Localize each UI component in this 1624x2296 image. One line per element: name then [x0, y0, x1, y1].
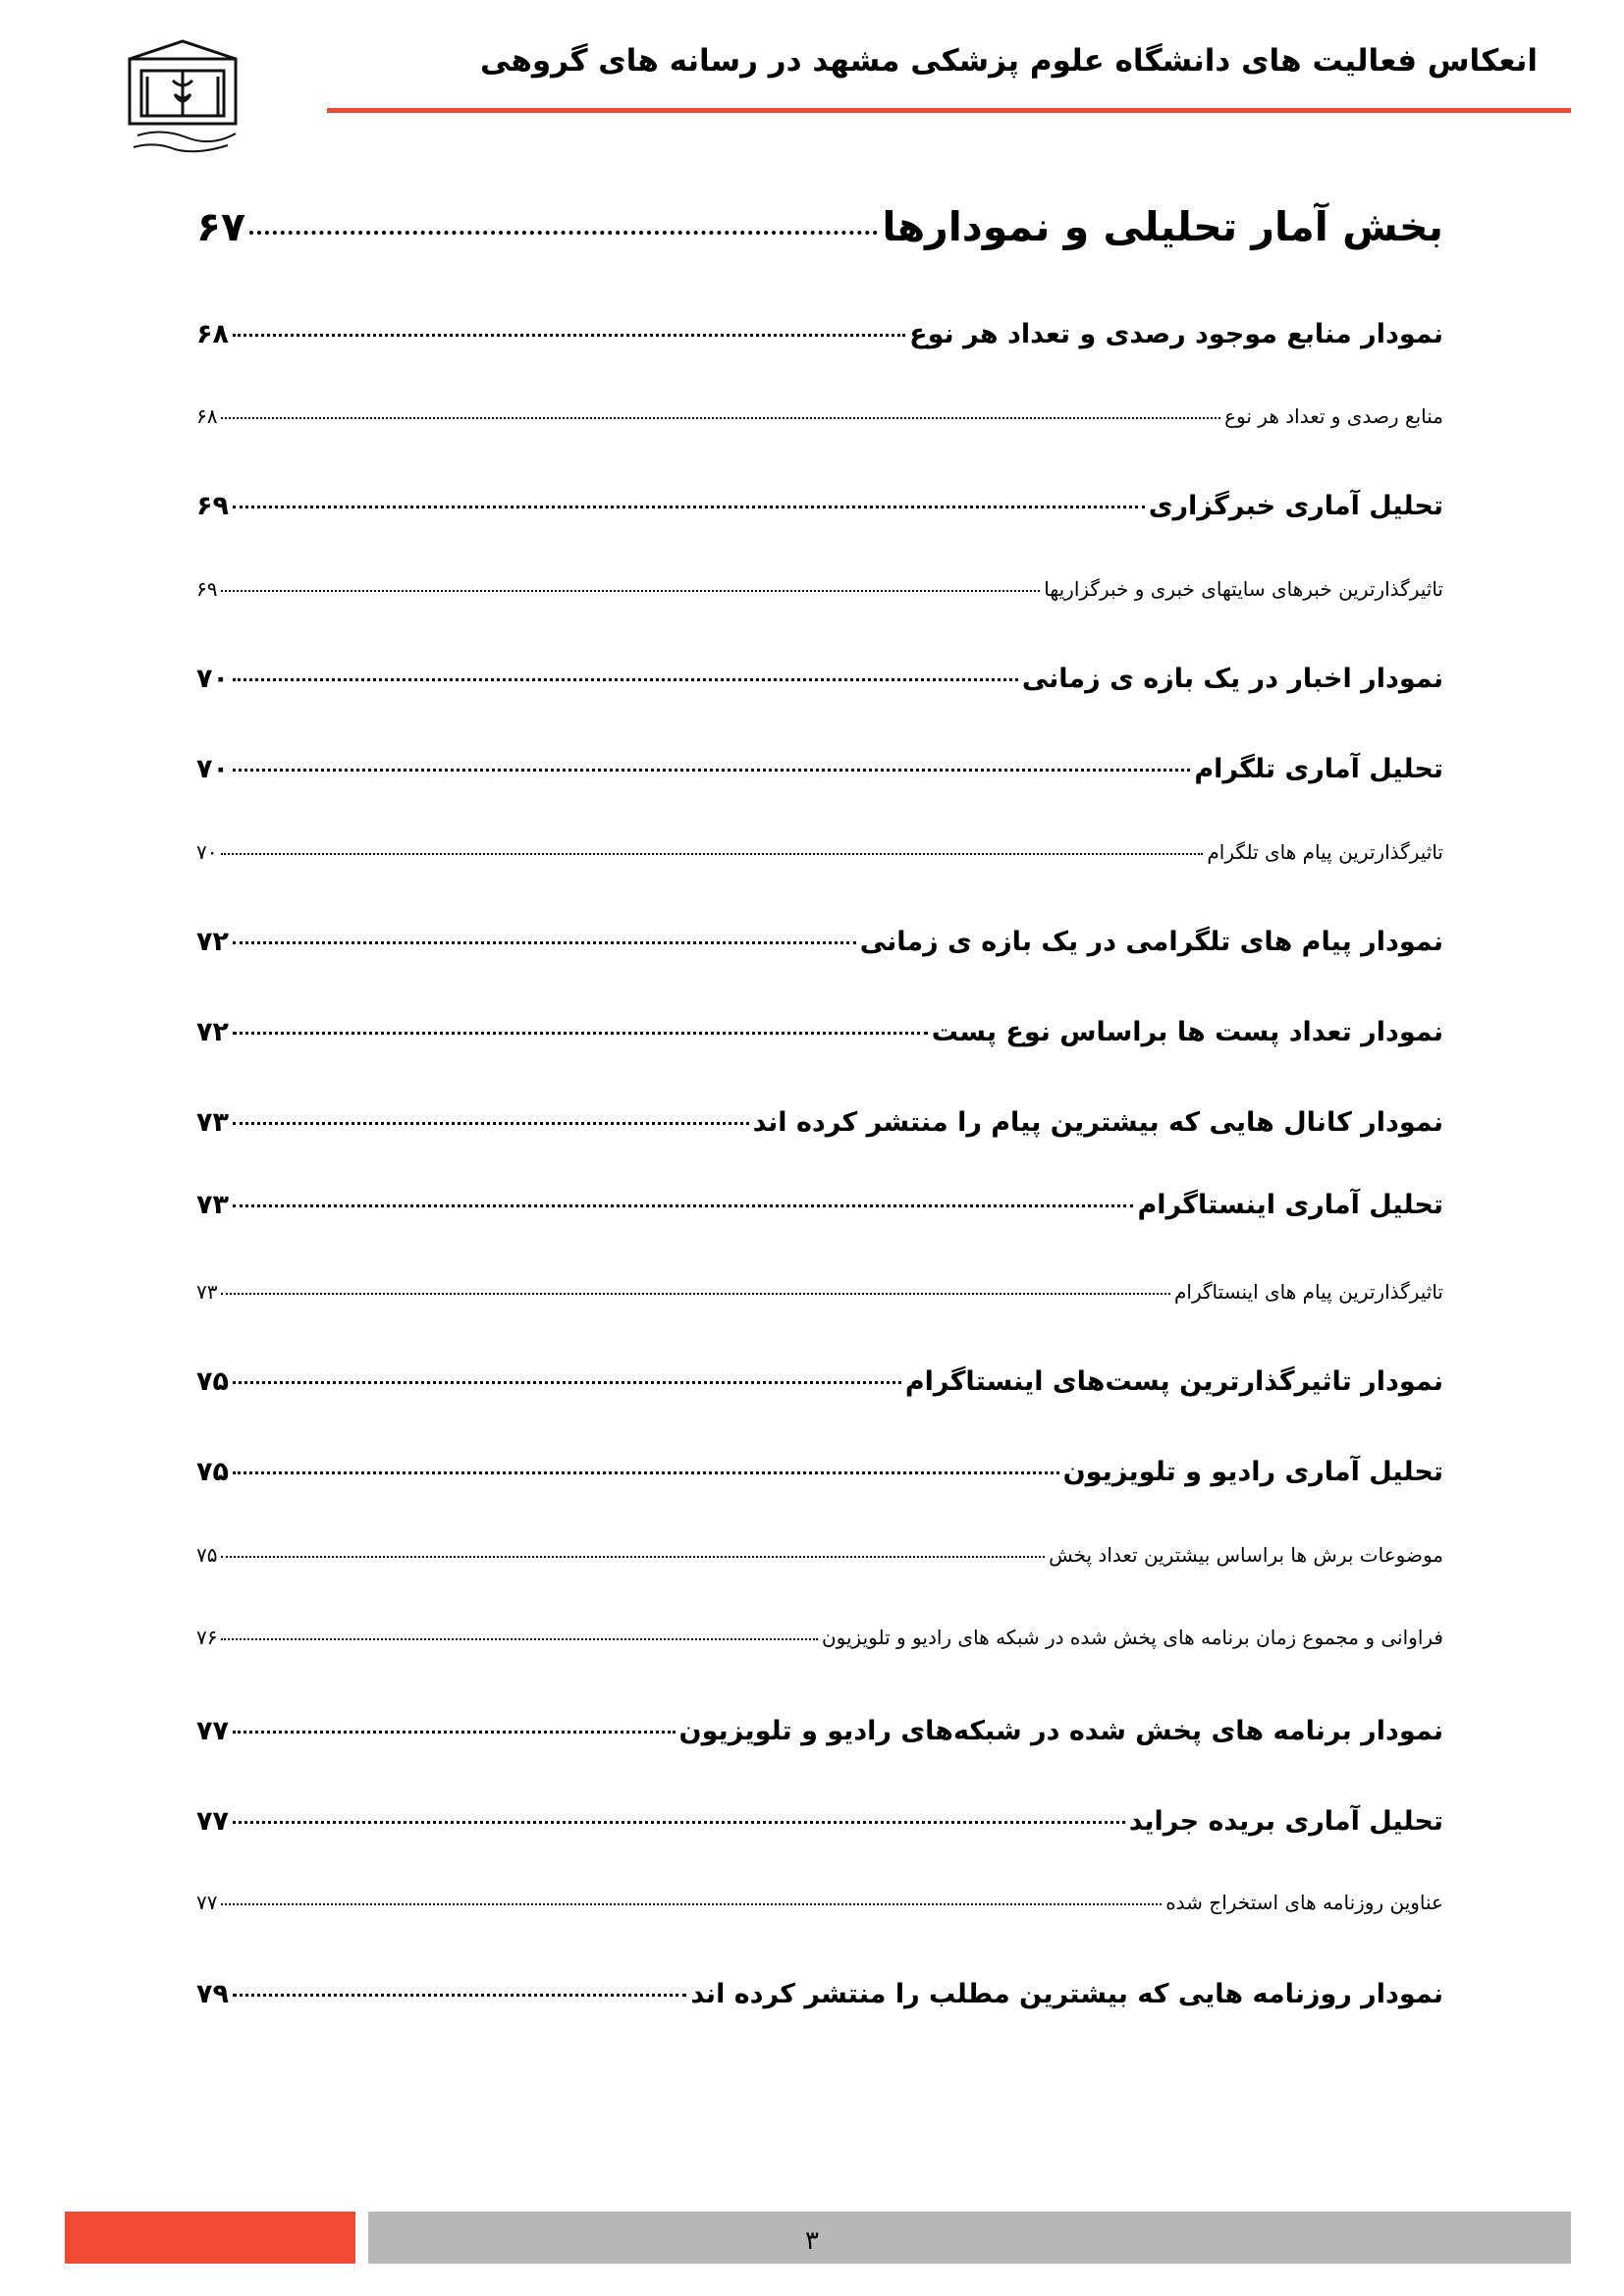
toc-entry[interactable]	[196, 319, 1443, 349]
toc-entry-label: نمودار روزنامه هایی که بیشترین مطلب را منتشر کرده اند	[690, 1979, 1443, 2009]
toc-page-number: ۶۸	[196, 404, 218, 428]
page-number: ۳	[805, 2226, 819, 2256]
toc-dot-leader	[233, 1471, 1059, 1474]
toc-dot-leader	[233, 1381, 901, 1384]
toc-entry-label: نمودار پیام های تلگرامی در یک بازه ی زمانی	[859, 927, 1443, 957]
toc-dot-leader	[249, 231, 878, 235]
toc-entry-label: نمودار اخبار در یک بازه ی زمانی	[1021, 664, 1443, 694]
toc-dot-leader	[233, 1994, 686, 1997]
toc-entry-label: تحلیل آماری اینستاگرام	[1137, 1190, 1443, 1220]
toc-entry-label: عناوین روزنامه های استخراج شده	[1165, 1891, 1443, 1914]
toc-dot-leader	[221, 590, 1040, 592]
document-header-title: انعکاس فعالیت های دانشگاه علوم پزشکی مشهد در رسانه های گروهی	[480, 43, 1538, 79]
toc-dot-leader	[233, 506, 1145, 508]
toc-dot-leader	[233, 1821, 1125, 1824]
toc-page-number: ۷۲	[196, 927, 229, 957]
toc-entry-label: تحلیل آماری خبرگزاری	[1148, 491, 1443, 521]
toc-page-number: ۷۷	[196, 1806, 229, 1837]
toc-entry-label: منابع رصدی و تعداد هر نوع	[1224, 404, 1443, 428]
toc-page-number: ۷۷	[196, 1891, 218, 1914]
toc-dot-leader	[233, 678, 1018, 681]
toc-page-number: ۷۰	[196, 664, 229, 694]
toc-page-number: ۷۹	[196, 1979, 229, 2009]
toc-entry-label: نمودار منابع موجود رصدی و تعداد هر نوع	[909, 319, 1443, 349]
toc-page-number: ۷۳	[196, 1107, 229, 1138]
toc-entry-label: نمودار کانال هایی که بیشترین پیام را منتشر کرده اند	[752, 1107, 1443, 1138]
toc-page-number: ۷۲	[196, 1017, 229, 1047]
toc-subentry[interactable]	[196, 840, 1443, 864]
toc-subentry[interactable]	[196, 1280, 1443, 1304]
toc-entry[interactable]	[196, 754, 1443, 784]
toc-entry-label: بخش آمار تحلیلی و نمودارها	[882, 203, 1443, 250]
toc-page-number: ۷۵	[196, 1366, 229, 1397]
toc-page-number: ۷۰	[196, 754, 229, 784]
toc-entry-label: تاثیرگذارترین خبرهای سایتهای خبری و خبرگزاریها	[1044, 577, 1443, 601]
toc-page-number: ۷۷	[196, 1716, 229, 1746]
toc-entry[interactable]	[196, 1806, 1443, 1837]
toc-entry[interactable]	[196, 1716, 1443, 1746]
toc-entry[interactable]	[196, 491, 1443, 521]
toc-entry-label: تاثیرگذارترین پیام های اینستاگرام	[1174, 1280, 1443, 1304]
toc-dot-leader	[221, 1556, 1045, 1558]
toc-dot-leader	[233, 1122, 749, 1125]
toc-entry-label: فراوانی و مجموع زمان برنامه های پخش شده در شبکه های رادیو و تلویزیون	[821, 1626, 1443, 1649]
toc-subentry[interactable]	[196, 1626, 1443, 1649]
toc-dot-leader	[233, 1204, 1134, 1207]
toc-subentry[interactable]	[196, 404, 1443, 428]
toc-dot-leader	[233, 1731, 676, 1734]
toc-dot-leader	[233, 1032, 928, 1035]
toc-entry-label: تحلیل آماری رادیو و تلویزیون	[1062, 1457, 1443, 1487]
toc-page-number: ۶۷	[196, 203, 246, 250]
toc-entry-label: نمودار برنامه های پخش شده در شبکه‌های رادیو و تلویزیون	[678, 1716, 1443, 1746]
toc-entry-label: نمودار تاثیرگذارترین پست‌های اینستاگرام	[904, 1366, 1443, 1397]
toc-entry-label: تحلیل آماری تلگرام	[1194, 754, 1443, 784]
toc-entry[interactable]	[196, 1979, 1443, 2009]
toc-page-number: ۷۳	[196, 1190, 229, 1220]
toc-dot-leader	[221, 1638, 817, 1640]
toc-page-number: ۷۶	[196, 1626, 218, 1649]
toc-entry[interactable]	[196, 1366, 1443, 1397]
table-of-contents	[196, 0, 1443, 2061]
toc-entry[interactable]	[196, 1107, 1443, 1138]
toc-entry-label: تحلیل آماری بریده جراید	[1128, 1806, 1443, 1837]
toc-dot-leader	[233, 769, 1190, 772]
toc-dot-leader	[233, 941, 856, 944]
toc-page-number: ۷۵	[196, 1457, 229, 1487]
toc-entry[interactable]	[196, 1017, 1443, 1047]
toc-dot-leader	[221, 1293, 1170, 1295]
toc-dot-leader	[221, 1903, 1162, 1905]
toc-dot-leader	[221, 853, 1203, 855]
toc-subentry[interactable]	[196, 1891, 1443, 1914]
toc-page-number: ۷۵	[196, 1543, 218, 1567]
toc-entry[interactable]	[196, 1190, 1443, 1220]
toc-subentry[interactable]	[196, 577, 1443, 601]
toc-entry[interactable]	[196, 927, 1443, 957]
toc-entry[interactable]	[196, 664, 1443, 694]
toc-entry-label: تاثیرگذارترین پیام های تلگرام	[1207, 840, 1443, 864]
toc-subentry[interactable]	[196, 1543, 1443, 1567]
toc-page-number: ۷۳	[196, 1280, 218, 1304]
toc-page-number: ۶۸	[196, 319, 229, 349]
toc-section-heading[interactable]	[196, 203, 1443, 250]
toc-entry[interactable]	[196, 1457, 1443, 1487]
toc-page-number: ۷۰	[196, 840, 218, 864]
toc-entry-label: نمودار تعداد پست ها براساس نوع پست	[931, 1017, 1443, 1047]
toc-dot-leader	[233, 334, 905, 337]
toc-page-number: ۶۹	[196, 491, 229, 521]
toc-entry-label: موضوعات برش ها براساس بیشترین تعداد پخش	[1049, 1543, 1443, 1567]
toc-page-number: ۶۹	[196, 577, 218, 601]
toc-dot-leader	[221, 417, 1220, 419]
